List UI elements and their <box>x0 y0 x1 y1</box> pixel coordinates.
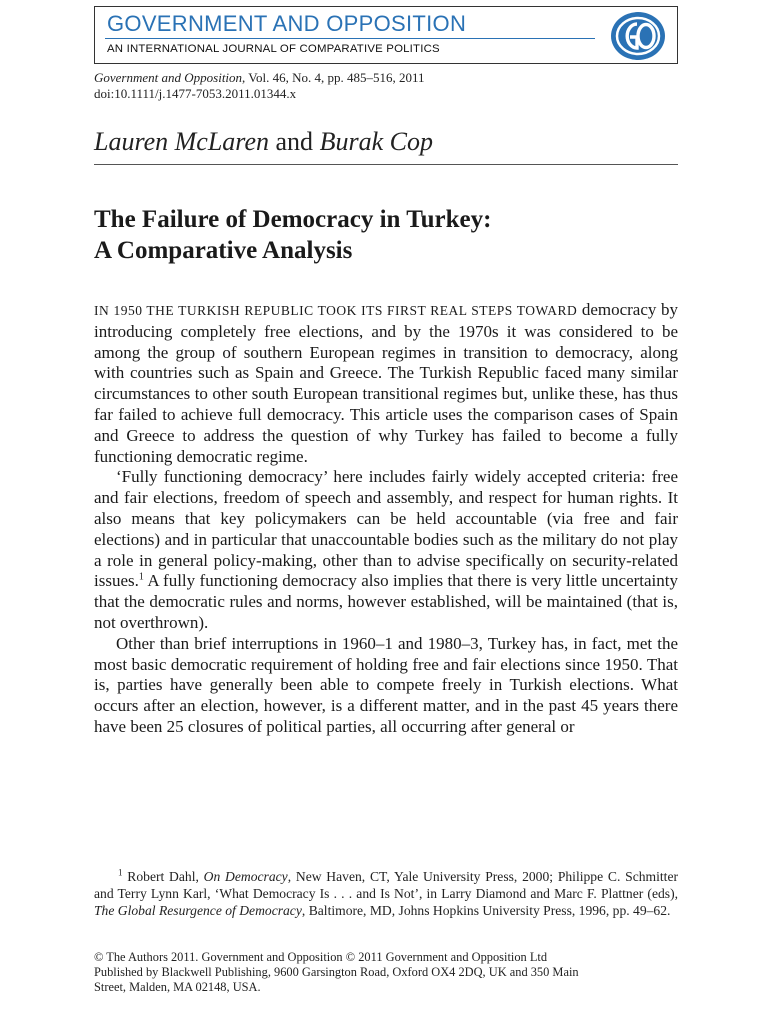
copyright-line: Street, Malden, MA 02148, USA. <box>94 980 261 994</box>
author-name: Burak Cop <box>319 127 433 156</box>
title-line: A Comparative Analysis <box>94 237 353 264</box>
article-body <box>94 300 678 738</box>
copyright-line: © The Authors 2011. Government and Opposition © 2011 Government and Opposition Ltd <box>94 950 548 964</box>
citation-doi: doi:10.1111/j.1477-7053.2011.01344.x <box>94 86 297 101</box>
body-paragraph <box>94 467 678 633</box>
body-paragraph <box>94 300 678 467</box>
footnote-reference[interactable]: 1 <box>138 571 144 583</box>
footnote-text: , Baltimore, MD, Johns Hopkins University Press, 1996, pp. 49–62. <box>301 903 671 919</box>
article-title <box>94 204 678 266</box>
title-line: The Failure of Democracy in Turkey: <box>94 206 492 233</box>
citation-details: , Vol. 46, No. 4, pp. 485–516, 2011 <box>242 70 425 85</box>
paragraph-text: ‘Fully functioning democracy’ here includes fairly widely accepted criteria: free and fair elections, freedom of speech and assembly, and respect for human rights. It also means that key policymakers can be held accountable (via free and fair elections) and in particular that unaccountable bodies such as the military do not play a role in general policy-making, other than to advise specifically on security-related issues. <box>94 467 678 591</box>
footnote-book-title: The Global Resurgence of Democracy <box>94 903 302 919</box>
footnote-book-title: On Democracy <box>203 869 288 884</box>
footnote-number: 1 <box>118 867 123 878</box>
footnote-text: , New Haven, CT, Yale University Press, 2000; Philippe C. Schmitter and Terry Lynn Karl, ‘What Democracy Is . . . and Is Not’, in Larry Diamond and Marc F. Plattner (eds), <box>94 869 678 902</box>
article-authors <box>94 126 678 158</box>
author-name: Lauren McLaren <box>94 127 270 156</box>
opening-smallcaps: IN 1950 THE TURKISH REPUBLIC TOOK ITS FIRST REAL STEPS TOWARD <box>94 303 578 318</box>
journal-logo-icon <box>610 11 666 61</box>
copyright-line: Published by Blackwell Publishing, 9600 Garsington Road, Oxford OX4 2DQ, UK and 350 Main <box>94 965 579 979</box>
journal-masthead <box>94 6 678 64</box>
journal-title: GOVERNMENT AND OPPOSITION <box>107 11 467 36</box>
author-rule <box>94 164 678 165</box>
masthead-rule <box>105 38 595 39</box>
paragraph-text: A fully functioning democracy also implies that there is very little uncertainty that the democratic rules and norms, however established, will be maintained (that is, not overthrown). <box>94 571 678 632</box>
copyright-notice <box>94 950 678 995</box>
citation-journal: Government and Opposition <box>94 70 243 85</box>
footnote <box>94 868 678 920</box>
paragraph-text: Other than brief interruptions in 1960–1 and 1980–3, Turkey has, in fact, met the most basic democratic requirement of holding free and fair elections since 1950. That is, parties have generally been able to compete freely in Turkish elections. What occurs after an election, however, is a different matter, and in the past 45 years there have been 25 closures of political parties, all occurring after general or <box>94 633 678 736</box>
journal-subtitle: AN INTERNATIONAL JOURNAL OF COMPARATIVE POLITICS <box>107 43 440 55</box>
body-paragraph <box>94 634 678 738</box>
footnote-text: Robert Dahl, <box>127 869 204 884</box>
author-conjunction: and <box>275 127 314 156</box>
article-citation <box>94 70 684 102</box>
paragraph-text: democracy by introducing completely free elections, and by the 1970s it was considered to be among the group of southern European regimes in transition to democracy, along with countries such as Spain and Greece. The Turkish Republic faced many similar circumstances to other south European transitional regimes but, unlike these, has thus far failed to achieve full democracy. This article uses the comparison cases of Spain and Greece to address the question of why Turkey has failed to become a fully functioning democratic regime. <box>94 300 678 466</box>
